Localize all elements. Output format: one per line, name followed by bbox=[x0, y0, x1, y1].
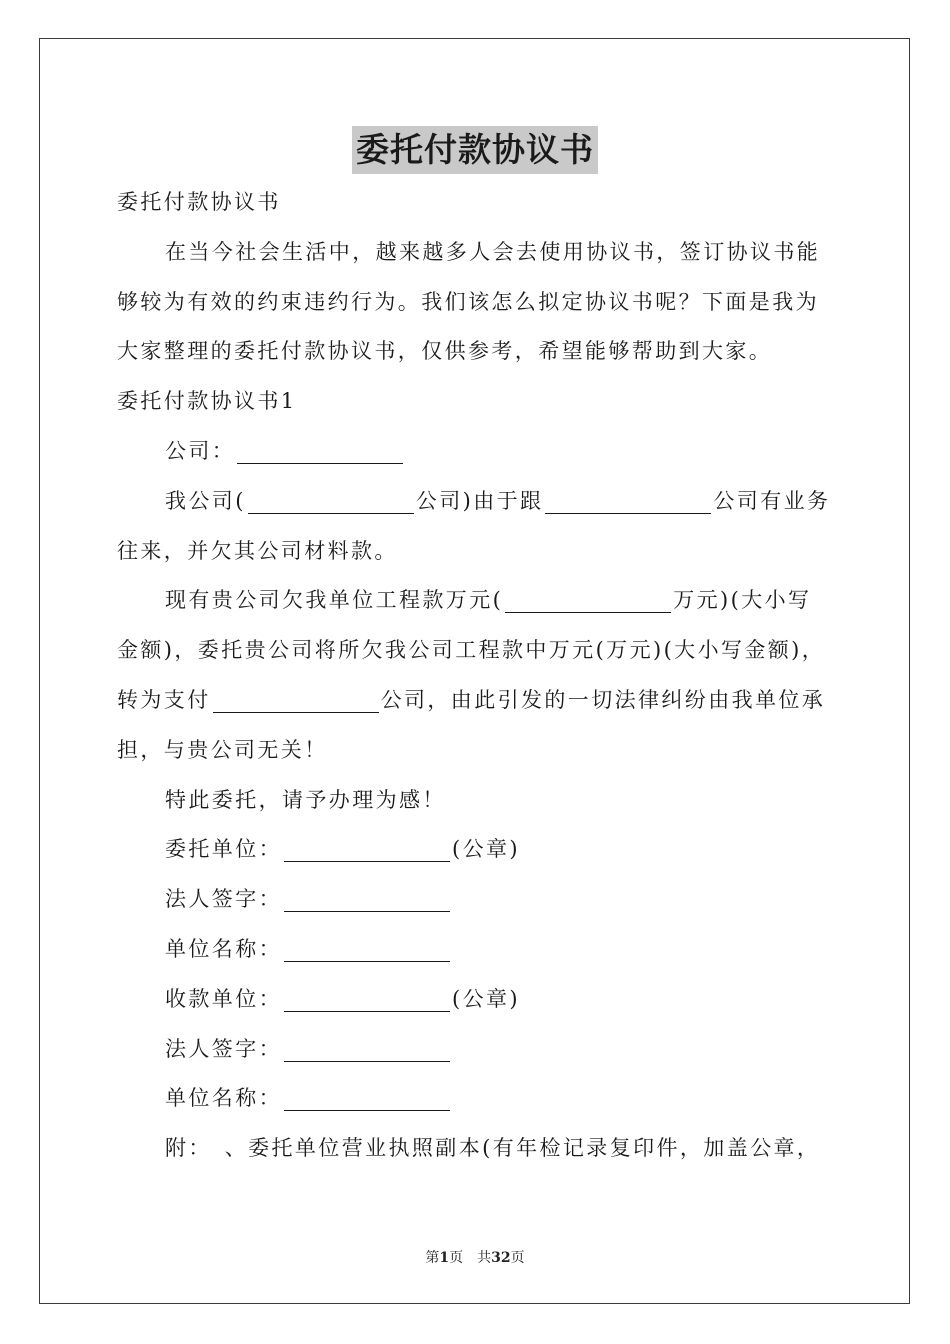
para2-line-1 bbox=[117, 576, 837, 626]
document-heading: 委托付款协议书 bbox=[117, 190, 281, 214]
para1-text-b: 公司)由于跟 bbox=[415, 488, 544, 513]
blank-line bbox=[237, 435, 403, 464]
field-unit-name bbox=[117, 925, 837, 975]
blank-line bbox=[248, 485, 414, 514]
field-label: 单位名称： bbox=[165, 936, 282, 961]
field-label: 单位名称： bbox=[165, 1086, 282, 1111]
field-suffix: (公章) bbox=[452, 986, 520, 1011]
document-title: 委托付款协议书 bbox=[352, 126, 598, 174]
title-block bbox=[0, 126, 950, 174]
current-page-number: 1 bbox=[439, 1250, 450, 1266]
field-payee-unit bbox=[117, 975, 837, 1025]
field-legal-signature bbox=[117, 875, 837, 925]
blank-line bbox=[284, 983, 450, 1012]
field-legal-signature-2 bbox=[117, 1025, 837, 1075]
para1-line-2: 往来，并欠其公司材料款。 bbox=[117, 538, 398, 563]
para1-line-1 bbox=[117, 477, 837, 527]
field-label: 法人签字： bbox=[165, 1036, 282, 1061]
document-body bbox=[117, 178, 837, 1174]
para2-text-a: 现有贵公司欠我单位工程款万元( bbox=[165, 588, 504, 613]
footer-suffix: 页 bbox=[510, 1250, 525, 1266]
section-title: 委托付款协议书1 bbox=[117, 389, 297, 414]
intro-line-1: 在当今社会生活中，越来越多人会去使用协议书，签订协议书能 bbox=[165, 239, 821, 264]
para1-text-a: 我公司( bbox=[165, 488, 246, 513]
intro-line-2: 够较为有效的约束违约行为。我们该怎么拟定协议书呢？下面是我为 bbox=[117, 289, 819, 314]
blank-line bbox=[284, 1033, 450, 1062]
para1-text-c: 公司有业务 bbox=[713, 488, 831, 513]
field-suffix: (公章) bbox=[452, 837, 520, 862]
para2-text-c: 转为支付 bbox=[117, 687, 211, 712]
attachment-line: 附： 、委托单位营业执照副本(有年检记录复印件，加盖公章， bbox=[165, 1136, 821, 1161]
total-page-count: 32 bbox=[491, 1250, 511, 1266]
blank-line bbox=[213, 684, 379, 713]
footer-prefix: 第 bbox=[425, 1250, 440, 1266]
para2-line-2: 金额)，委托贵公司将所欠我公司工程款中万元(万元)(大小写金额)， bbox=[117, 638, 826, 663]
closing-line: 特此委托，请予办理为感！ bbox=[165, 787, 446, 812]
para2-text-b: 万元)(大小写 bbox=[673, 588, 812, 613]
page-footer bbox=[0, 1247, 950, 1267]
field-label: 委托单位： bbox=[165, 837, 282, 862]
field-label: 收款单位： bbox=[165, 986, 282, 1011]
addressee-label: 公司： bbox=[165, 438, 236, 463]
field-unit-name-2 bbox=[117, 1074, 837, 1124]
blank-line bbox=[284, 1082, 450, 1111]
blank-line bbox=[284, 933, 450, 962]
blank-line bbox=[284, 883, 450, 912]
blank-line bbox=[505, 584, 671, 613]
para2-line-4: 担，与贵公司无关！ bbox=[117, 737, 328, 762]
blank-line bbox=[545, 485, 711, 514]
para2-text-d: 公司，由此引发的一切法律纠纷由我单位承 bbox=[380, 687, 826, 712]
addressee-line bbox=[117, 427, 837, 477]
field-entrusting-unit bbox=[117, 825, 837, 875]
blank-line bbox=[284, 833, 450, 862]
para2-line-3 bbox=[117, 676, 837, 726]
footer-mid: 页 共 bbox=[449, 1250, 492, 1266]
intro-line-3: 大家整理的委托付款协议书，仅供参考，希望能够帮助到大家。 bbox=[117, 339, 773, 364]
field-label: 法人签字： bbox=[165, 887, 282, 912]
